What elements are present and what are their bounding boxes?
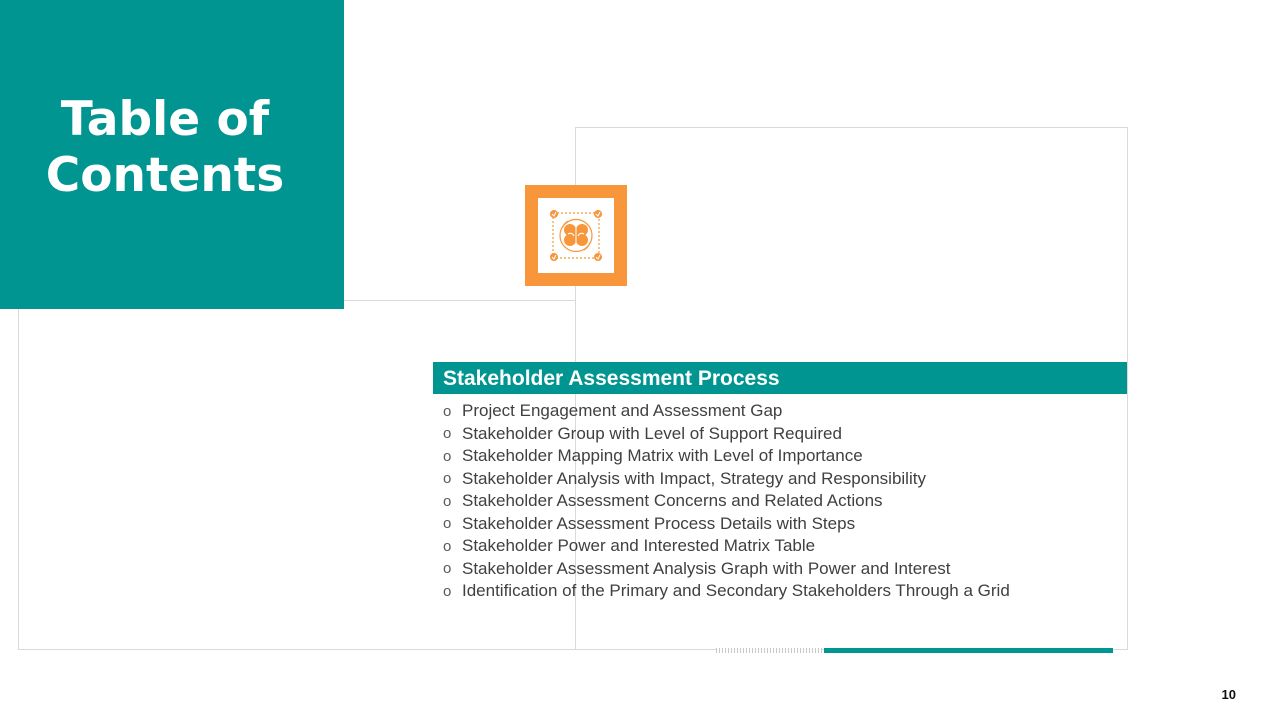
toc-item: [443, 423, 1123, 446]
decorative-accent-bar: [824, 648, 1113, 653]
toc-item-label: Identification of the Primary and Secondary Stakeholders Through a Grid: [462, 581, 1010, 601]
toc-item: [443, 468, 1123, 491]
toc-item: [443, 513, 1123, 536]
bullet-icon: o: [443, 447, 452, 465]
toc-item-label: Stakeholder Group with Level of Support Required: [462, 423, 842, 443]
bullet-icon: o: [443, 492, 452, 510]
toc-item: [443, 535, 1123, 558]
toc-item: [443, 400, 1123, 423]
toc-item: [443, 490, 1123, 513]
bullet-icon: o: [443, 582, 452, 600]
bullet-icon: o: [443, 402, 452, 420]
toc-list: [443, 400, 1123, 603]
page-number: 10: [1221, 687, 1236, 702]
bullet-icon: o: [443, 560, 452, 578]
toc-item-label: Stakeholder Assessment Analysis Graph with Power and Interest: [462, 558, 951, 578]
page-title: Table of Contents: [45, 92, 285, 203]
decorative-hatch-bar: [716, 648, 822, 653]
toc-item-label: Stakeholder Power and Interested Matrix Table: [462, 536, 816, 556]
toc-item: [443, 445, 1123, 468]
section-header: [433, 362, 1127, 394]
bullet-icon: o: [443, 515, 452, 533]
brain-process-icon: [538, 198, 614, 273]
toc-item-label: Stakeholder Assessment Process Details with Steps: [462, 513, 856, 533]
toc-item-label: Stakeholder Mapping Matrix with Level of Importance: [462, 446, 863, 466]
title-block: [0, 0, 344, 309]
toc-item: [443, 558, 1123, 581]
section-icon-box: [525, 185, 627, 286]
toc-item: [443, 580, 1123, 603]
bullet-icon: o: [443, 470, 452, 488]
toc-item-label: Stakeholder Assessment Concerns and Related Actions: [462, 491, 883, 511]
toc-item-label: Stakeholder Analysis with Impact, Strategy and Responsibility: [462, 468, 926, 488]
toc-item-label: Project Engagement and Assessment Gap: [462, 401, 783, 421]
bullet-icon: o: [443, 425, 452, 443]
bullet-icon: o: [443, 537, 452, 555]
section-title: Stakeholder Assessment Process: [443, 367, 780, 390]
